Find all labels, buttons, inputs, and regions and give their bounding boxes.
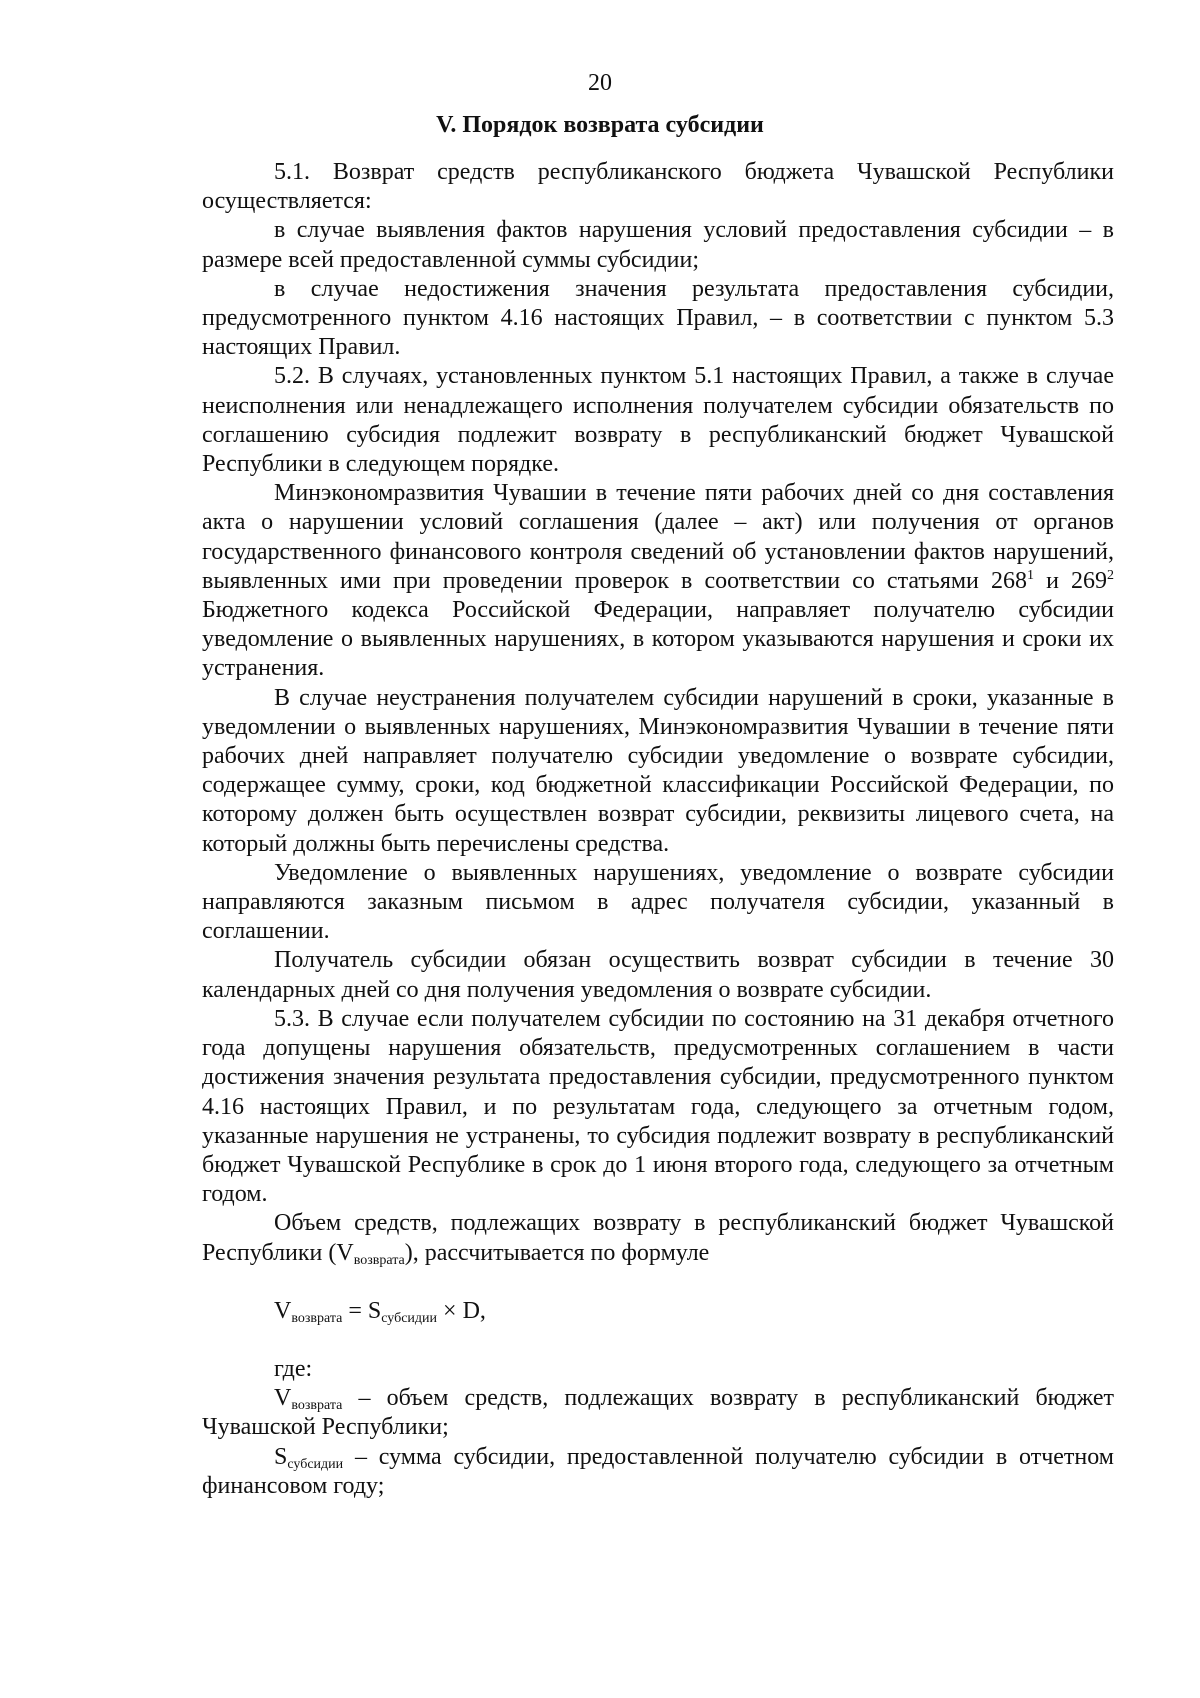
definition-v <box>202 1384 1114 1442</box>
paragraph-volume <box>202 1209 1114 1267</box>
footnote-superscript: 2 <box>1107 567 1115 583</box>
paragraph-notification <box>202 479 1114 683</box>
paragraph-5-1: 5.1. Возврат средств республиканского бюджета Чувашской Республики осуществляется: <box>202 159 1114 215</box>
formula-v: V <box>274 1297 292 1324</box>
paragraph-5-2: 5.2. В случаях, установленных пунктом 5.1 настоящих Правил, а также в случае неисполнения или ненадлежащего исполнения получателем субсидии обязательств по соглашению субсидия подлежит возврату в республиканский бюджет Чувашской Республики в следующем порядке. <box>202 363 1114 478</box>
text-span: Бюджетного кодекса Российской Федерации, направляет получателю субсидии уведомление о выявленных нарушениях, в котором указываются нарушения и сроки их устранения. <box>202 597 1114 682</box>
formula <box>202 1297 1114 1326</box>
subscript: возврата <box>291 1310 343 1326</box>
spacer <box>202 1268 1114 1297</box>
formula-rest: × D, <box>437 1297 486 1324</box>
text-span: Объем средств, подлежащих возврату в республиканский бюджет Чувашской Республики (V <box>202 1210 1114 1266</box>
symbol-v: V <box>274 1385 292 1412</box>
footnote-superscript: 1 <box>1026 567 1034 583</box>
where-label: где: <box>274 1355 313 1382</box>
paragraph-5-1-case-1: в случае выявления фактов нарушения условий предоставления субсидии – в размере всей предоставленной суммы субсидии; <box>202 217 1114 273</box>
text-span: – сумма субсидии, предоставленной получателю субсидии в отчетном финансовом году; <box>202 1443 1114 1499</box>
definition-s <box>202 1443 1114 1501</box>
text-span: Минэкономразвития Чувашии в течение пяти рабочих дней со дня составления акта о нарушении условий соглашения (далее – акт) или получения от органов государственного финансового контроля сведений об установлении фактов нарушений, выявленных ими при проведении проверок в соответствии со статьями 268 <box>202 480 1114 594</box>
paragraph-return-term: Получатель субсидии обязан осуществить возврат субсидии в течение 30 календарных дней со дня получения уведомления о возврате субсидии. <box>202 947 1114 1003</box>
paragraph-5-3: 5.3. В случае если получателем субсидии по состоянию на 31 декабря отчетного года допущены нарушения обязательств, предусмотренных соглашением в части достижения значения результата предоставления субсидии, предусмотренного пунктом 4.16 настоящих Правил, и по результатам года, следующего за отчетным годом, указанные нарушения не устранены, то субсидия подлежит возврату в республиканский бюджет Чувашской Республике в срок до 1 июня второго года, следующего за отчетным годом. <box>202 1005 1114 1208</box>
text-span: и 269 <box>1033 567 1108 594</box>
section-title: V. Порядок возврата субсидии <box>436 112 764 138</box>
subscript: субсидии <box>381 1310 438 1326</box>
subscript: субсидии <box>287 1456 344 1472</box>
page-number: 20 <box>588 70 612 96</box>
symbol-s: S <box>274 1443 288 1470</box>
text-span: – объем средств, подлежащих возврату в республиканский бюджет Чувашской Республики; <box>202 1385 1114 1441</box>
paragraph-delivery: Уведомление о выявленных нарушениях, уведомление о возврате субсидии направляются заказным письмом в адрес получателя субсидии, указанный в соглашении. <box>202 859 1114 945</box>
subscript: возврата <box>353 1252 405 1268</box>
spacer <box>202 1326 1114 1355</box>
paragraph-non-elimination: В случае неустранения получателем субсидии нарушений в сроки, указанные в уведомлении о выявленных нарушениях, Минэкономразвития Чувашии в течение пяти рабочих дней направляет получателю субсидии уведомление о возврате субсидии, содержащее сумму, сроки, код бюджетной классификации Российской Федерации, по которому должен быть осуществлен возврат субсидии, реквизиты лицевого счета, на который должны быть перечислены средства. <box>202 684 1114 857</box>
document-body <box>202 158 1114 1501</box>
subscript: возврата <box>291 1398 343 1414</box>
text-span: ), рассчитывается по формуле <box>404 1239 710 1266</box>
formula-eq: = S <box>342 1297 382 1324</box>
paragraph-5-1-case-2: в случае недостижения значения результата предоставления субсидии, предусмотренного пунктом 4.16 настоящих Правил, – в соответствии с пунктом 5.3 настоящих Правил. <box>202 275 1114 361</box>
